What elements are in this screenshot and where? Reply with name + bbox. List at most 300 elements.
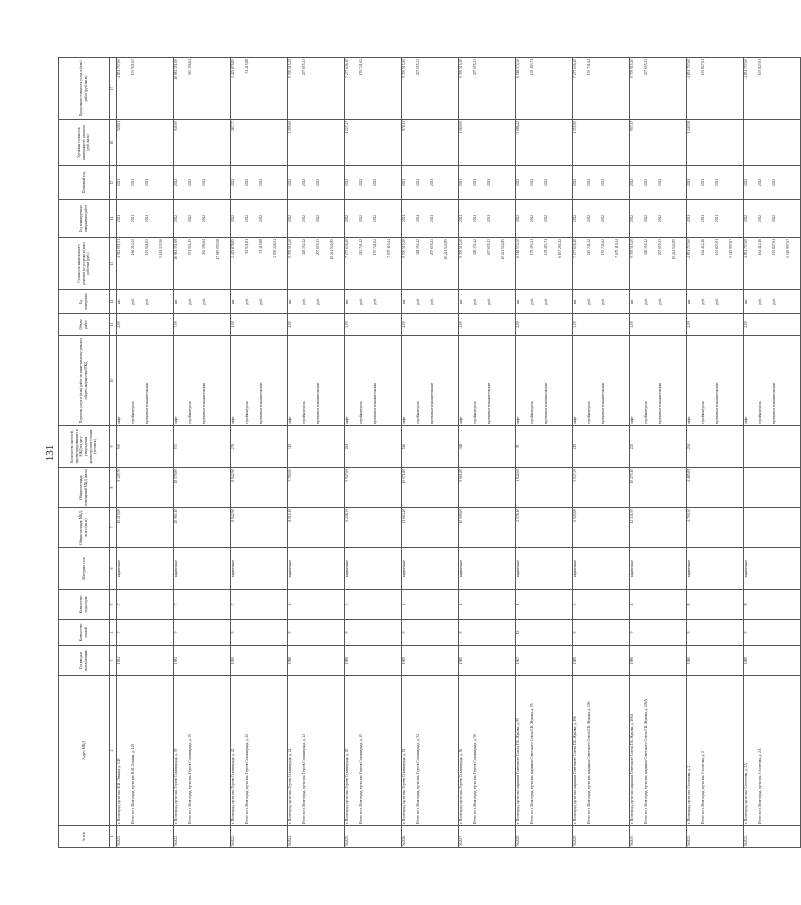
work-volume: 1,00 <box>231 313 288 335</box>
cost-total: 7 679 119,44 <box>387 238 391 258</box>
work-volume: 2,00 <box>687 313 744 335</box>
cost-cell <box>516 237 573 289</box>
work-type: лифт <box>459 415 463 424</box>
unit: руб. <box>587 297 591 305</box>
address-text: г. Волгоград, пр-кт им. Героев Сталинграда, д. 56 <box>459 748 463 824</box>
work-type: проектные изыскательские <box>202 382 206 424</box>
floors: 9 <box>687 619 744 645</box>
column-number: 1 <box>110 825 117 847</box>
unit-cost: 1 060,00 <box>459 119 516 165</box>
address-cell <box>630 675 687 825</box>
limit-cost: 207 655,23 <box>302 58 306 75</box>
row-number: 56.832. <box>744 825 801 847</box>
residents: 546 <box>402 425 459 467</box>
address-cell <box>687 675 744 825</box>
year-built: 1967 <box>516 645 573 675</box>
year-complete-cell <box>459 199 516 237</box>
row-number: 56.823. <box>231 825 288 847</box>
row-number: 56.830. <box>630 825 687 847</box>
address-cell <box>516 675 573 825</box>
address-total: Итого по г. Волгоград, пр-кт им. Героев Сталинграда, д. 52 <box>416 733 420 824</box>
work-type: проектные изыскательские <box>772 382 776 424</box>
entrances: 1 <box>516 589 573 619</box>
column-number: 15 <box>110 165 117 199</box>
unit: руб. <box>131 297 135 305</box>
cost: 179 193,21 <box>530 238 534 255</box>
year-complete: 2021 <box>715 214 719 222</box>
limit-cost: 103 827,61 <box>701 58 705 75</box>
table-row <box>288 57 345 847</box>
year-built: 1964 <box>117 645 174 675</box>
unit-cost: 1 295,60 <box>288 119 345 165</box>
plan-year: 2022 <box>359 178 363 186</box>
cost: 4 912 001,51 <box>117 238 121 258</box>
cost: 207 655,23 <box>658 238 662 255</box>
cost-total: 2 559 226,54 <box>273 238 277 258</box>
year-built: 1986 <box>630 645 687 675</box>
year-complete-cell <box>744 199 801 237</box>
column-header: Удельная стоимость капитального ремонта (руб./кв.м) <box>59 119 110 165</box>
work-type: стройконтроль <box>245 400 249 424</box>
year-complete: 2022 <box>231 214 235 222</box>
row-number: 56.829. <box>573 825 630 847</box>
plan-year: 2021 <box>487 178 491 186</box>
area-rooms: 9 661,80 <box>459 467 516 507</box>
work-type: проектные изыскательские <box>601 382 605 424</box>
unit-cell <box>345 289 402 313</box>
residents: 368 <box>459 425 516 467</box>
plan-year: 2022 <box>587 178 591 186</box>
address-total: Итого по г. Волгоград, пр-кт им. Героев Сталинграда, д. 44 <box>302 733 306 824</box>
plan-year: 2022 <box>202 178 206 186</box>
year-built: 1988 <box>288 645 345 675</box>
address-total: Итого по г. Волгоград, пр-кт им. маршала Советского Союза Г.К. Жукова, д. 106 <box>587 701 591 824</box>
work-type: лифт <box>744 415 748 424</box>
cost-cell <box>345 237 402 289</box>
cost-cell <box>402 237 459 289</box>
cost: 4 851 757,60 <box>744 238 748 258</box>
cost-total: 10 241 522,85 <box>672 238 676 260</box>
unit-cell <box>573 289 630 313</box>
plan-year-cell <box>174 165 231 199</box>
unit-cost: 997,17 <box>630 119 687 165</box>
limit-cost: 7 277 636,40 <box>345 58 349 78</box>
entrances: 4 <box>402 589 459 619</box>
unit-cost: 1 140,58 <box>687 119 744 165</box>
area-rooms: 4 485,89 <box>687 467 744 507</box>
column-number: 9 <box>110 425 117 467</box>
year-complete: 2021 <box>145 214 149 222</box>
unit-cell <box>174 289 231 313</box>
work-type-cell <box>117 335 174 425</box>
unit-cell <box>516 289 573 313</box>
unit: руб. <box>658 297 662 305</box>
unit-cell <box>687 289 744 313</box>
plan-year: 2022 <box>530 178 534 186</box>
cost: 245 741,42 <box>587 238 591 255</box>
column-number: 3 <box>110 645 117 675</box>
unit-cell <box>117 289 174 313</box>
cost: 9 705 515,20 <box>459 238 463 258</box>
unit: руб. <box>316 297 320 305</box>
year-complete: 2022 <box>644 214 648 222</box>
limit-cost: 6 518 574,30 <box>516 58 520 78</box>
unit: руб. <box>202 297 206 305</box>
plan-year-cell <box>630 165 687 199</box>
unit: шт. <box>459 298 463 304</box>
cost: 2 425 878,85 <box>231 238 235 258</box>
cost-total: 7 679 119,44 <box>615 238 619 258</box>
unit-cost: 945,00 <box>174 119 231 165</box>
cost: 103 827,61 <box>772 238 776 255</box>
unit: шт. <box>288 298 292 304</box>
limit-cost: 155 741,62 <box>587 58 591 75</box>
work-volume: 3,00 <box>345 313 402 335</box>
address-total: Итого по г. Волгоград, пр-кт им. Столетова, д. 2А <box>758 747 762 824</box>
plan-year-cell <box>288 165 345 199</box>
area-rooms: 10 270,10 <box>630 467 687 507</box>
unit: руб. <box>473 297 477 305</box>
plan-year: 2022 <box>573 178 577 186</box>
area-rooms: 5 537,30 <box>573 467 630 507</box>
cost: 207 655,23 <box>316 238 320 255</box>
plan-year: 2022 <box>373 178 377 186</box>
cost: 245 741,42 <box>359 238 363 255</box>
work-volume: 2,00 <box>744 313 801 335</box>
cost: 4 851 757,60 <box>687 238 691 258</box>
address-cell <box>288 675 345 825</box>
area-rooms: 10 071,80 <box>402 467 459 507</box>
year-complete-cell <box>117 199 174 237</box>
unit-cell <box>288 289 345 313</box>
address-cell <box>744 675 801 825</box>
work-type-cell <box>630 335 687 425</box>
unit: шт. <box>630 298 634 304</box>
year-complete: 2022 <box>658 214 662 222</box>
column-number: 4 <box>110 619 117 645</box>
residents: 310 <box>288 425 345 467</box>
address-text: г. Волгоград, пр-кт им. маршала Советского Союза Г.К. Жукова, д. 106 <box>573 715 577 824</box>
work-type: стройконтроль <box>473 400 477 424</box>
cost: 363 396,64 <box>202 238 206 255</box>
unit: шт. <box>687 298 691 304</box>
address-total: Итого по г. Волгоград, пр-кт им. Героев Сталинграда, д. 56 <box>473 733 477 824</box>
table-row <box>687 57 744 847</box>
area-rooms: 18 579,80 <box>174 467 231 507</box>
work-volume: 4,00 <box>459 313 516 335</box>
floors: 9 <box>174 619 231 645</box>
cost: 16 981 151,69 <box>174 238 178 260</box>
cost-cell <box>573 237 630 289</box>
column-header: Год планируемого завершения работ <box>59 199 110 237</box>
address-total: Итого по г. Волгоград, пр-кт им. Героев Сталинграда, д. 42 <box>245 733 249 824</box>
plan-year: 2022 <box>245 178 249 186</box>
work-type-cell <box>231 335 288 425</box>
floors: 9 <box>345 619 402 645</box>
limit-cost: 207 655,23 <box>473 58 477 75</box>
floors: 9 <box>288 619 345 645</box>
year-built: 1985 <box>459 645 516 675</box>
address-total: Итого по г. Волгоград, пр-кт им. маршала Советского Союза Г.К. Жукова, д. 106А <box>644 698 648 824</box>
year-complete-cell <box>402 199 459 237</box>
work-type: лифт <box>687 415 691 424</box>
cost-total: 5 182 135,56 <box>159 238 163 258</box>
limit-cost: 4 851 757,60 <box>744 58 748 78</box>
capital-repair-table <box>58 57 801 848</box>
year-built: 1985 <box>573 645 630 675</box>
work-type: лифт <box>174 415 178 424</box>
work-type: лифт <box>117 415 121 424</box>
limit-cost: 9 705 515,20 <box>630 58 634 78</box>
wall-material: кирпичные <box>288 547 345 589</box>
limit-cost-cell <box>174 57 231 119</box>
plan-year: 2022 <box>630 178 634 186</box>
year-complete-cell <box>288 199 345 237</box>
table-row <box>630 57 687 847</box>
table-row <box>402 57 459 847</box>
unit-cost: 1 227,47 <box>345 119 402 165</box>
year-built: 1985 <box>402 645 459 675</box>
plan-year: 2022 <box>544 178 548 186</box>
row-number: 56.822. <box>174 825 231 847</box>
work-type: стройконтроль <box>530 400 534 424</box>
column-header: Стоимость капитального ремонта по услугам и (или) работам (руб.) <box>59 237 110 289</box>
area-total: 4 700,30 <box>687 507 744 547</box>
limit-cost: 207 655,23 <box>416 58 420 75</box>
address-cell <box>573 675 630 825</box>
year-built: 1990 <box>231 645 288 675</box>
year-complete: 2021 <box>473 214 477 222</box>
column-number: 16 <box>110 119 117 165</box>
unit: руб. <box>644 297 648 305</box>
floors: 9 <box>402 619 459 645</box>
plan-year: 2022 <box>744 178 748 186</box>
floors: 9 <box>459 619 516 645</box>
work-type: проектные изыскательские <box>316 382 320 424</box>
work-volume: 4,00 <box>402 313 459 335</box>
unit: руб. <box>715 297 719 305</box>
wall-material: кирпичные <box>459 547 516 589</box>
table-row <box>231 57 288 847</box>
column-number: 7 <box>110 507 117 547</box>
cost: 164 412,46 <box>701 238 705 255</box>
cost: 7 277 636,40 <box>345 238 349 258</box>
unit-cell <box>402 289 459 313</box>
area-rooms: 7 780,00 <box>288 467 345 507</box>
limit-cost-cell <box>744 57 801 119</box>
unit-cell <box>459 289 516 313</box>
unit: шт. <box>345 298 349 304</box>
limit-cost: 9 705 515,20 <box>459 58 463 78</box>
cost-total: 10 241 522,85 <box>330 238 334 260</box>
page-number: 131 <box>44 444 56 461</box>
limit-cost: 155 741,62 <box>359 58 363 75</box>
year-complete: 2022 <box>188 214 192 222</box>
plan-year-cell <box>459 165 516 199</box>
column-number-row <box>110 57 117 847</box>
cost-total: 6 837 261,22 <box>558 238 562 258</box>
year-built: 1980 <box>744 645 801 675</box>
address-total: Итого по г. Волгоград, пр-кт им. маршала Советского Союза Г.К. Жукова, д. 95 <box>530 702 534 824</box>
cost: 207 655,23 <box>487 238 491 255</box>
unit: руб. <box>544 297 548 305</box>
year-complete-cell <box>345 199 402 237</box>
year-complete: 2022 <box>202 214 206 222</box>
plan-year: 2022 <box>516 178 520 186</box>
area-rooms <box>744 467 801 507</box>
column-header: Адрес МКД <box>59 675 110 825</box>
wall-material: кирпичные <box>231 547 288 589</box>
year-complete: 2022 <box>516 214 520 222</box>
row-number: 56.827. <box>459 825 516 847</box>
limit-cost-cell <box>687 57 744 119</box>
area-total: 6 520,60 <box>573 507 630 547</box>
plan-year-cell <box>231 165 288 199</box>
unit: руб. <box>373 297 377 305</box>
unit: шт. <box>744 298 748 304</box>
plan-year: 2022 <box>345 178 349 186</box>
year-complete: 2022 <box>587 214 591 222</box>
entrances: 8 <box>687 589 744 619</box>
row-number: 56.821. <box>117 825 174 847</box>
cost-cell <box>459 237 516 289</box>
floors: 9 <box>744 619 801 645</box>
limit-cost-cell <box>459 57 516 119</box>
unit: руб. <box>359 297 363 305</box>
limit-cost-cell <box>288 57 345 119</box>
unit: руб. <box>259 297 263 305</box>
area-total: 8 010,10 <box>288 507 345 547</box>
work-volume: 3,00 <box>573 313 630 335</box>
address-cell <box>459 675 516 825</box>
column-number: 11 <box>110 313 117 335</box>
wall-material: кирпичные <box>573 547 630 589</box>
residents: 225 <box>630 425 687 467</box>
year-complete: 2022 <box>259 214 263 222</box>
cost-cell <box>117 237 174 289</box>
plan-year: 2022 <box>288 178 292 186</box>
work-type: проектные изыскательские <box>373 382 377 424</box>
table-row <box>174 57 231 847</box>
floors: 9 <box>231 619 288 645</box>
limit-cost: 207 655,23 <box>644 58 648 75</box>
year-complete: 2022 <box>359 214 363 222</box>
work-type: лифт <box>288 415 292 424</box>
area-total <box>744 507 801 547</box>
table-row <box>345 57 402 847</box>
area-rooms: 5 947,60 <box>345 467 402 507</box>
work-type: стройконтроль <box>758 400 762 424</box>
year-complete: 2021 <box>459 214 463 222</box>
cost: 328 352,42 <box>416 238 420 255</box>
unit: руб. <box>530 297 534 305</box>
cost-total: 10 241 522,85 <box>501 238 505 260</box>
unit-cost: 287,77 <box>231 119 288 165</box>
rotated-content <box>40 38 790 868</box>
year-built: 1980 <box>687 645 744 675</box>
cost: 164 412,46 <box>758 238 762 255</box>
residents: 530 <box>117 425 174 467</box>
unit-cost: 3 686,42 <box>516 119 573 165</box>
year-complete: 2022 <box>573 214 577 222</box>
row-number: 56.824. <box>288 825 345 847</box>
work-type-cell <box>687 335 744 425</box>
plan-year-cell <box>744 165 801 199</box>
plan-year: 2022 <box>601 178 605 186</box>
plan-year: 2022 <box>644 178 648 186</box>
year-complete: 2022 <box>772 214 776 222</box>
column-number: 8 <box>110 467 117 507</box>
column-number: 17 <box>110 57 117 119</box>
work-type: стройконтроль <box>188 400 192 424</box>
floors: 9 <box>630 619 687 645</box>
plan-year: 2021 <box>131 178 135 186</box>
residents: 261 <box>345 425 402 467</box>
area-total: 10 509,60 <box>459 507 516 547</box>
year-complete: 2022 <box>544 214 548 222</box>
work-type: проектные изыскательские <box>658 382 662 424</box>
cost-total: 5 119 997,67 <box>729 238 733 258</box>
limit-cost-cell <box>345 57 402 119</box>
year-complete: 2022 <box>174 214 178 222</box>
plan-year: 2022 <box>772 178 776 186</box>
work-type-cell <box>744 335 801 425</box>
work-type: лифт <box>573 415 577 424</box>
row-number: 56.831. <box>687 825 744 847</box>
column-number: 5 <box>110 589 117 619</box>
entrances: 4 <box>630 589 687 619</box>
work-type-cell <box>174 335 231 425</box>
year-complete: 2022 <box>601 214 605 222</box>
cost: 574 511,25 <box>188 238 192 255</box>
area-total: 8 942,90 <box>231 507 288 547</box>
table-row <box>117 57 174 847</box>
column-header: Количество подъездов <box>59 589 110 619</box>
entrances: 3 <box>573 589 630 619</box>
address-text: г. Волгоград, пр-кт им. маршала Советского Союза Г.К. Жукова, д. 106А <box>630 713 634 824</box>
cost: 155 741,62 <box>601 238 605 255</box>
unit-cell <box>630 289 687 313</box>
year-complete: 2021 <box>402 214 406 222</box>
cost: 207 655,23 <box>430 238 434 255</box>
residents: 276 <box>231 425 288 467</box>
unit-cost: 1 155,90 <box>573 119 630 165</box>
plan-year: 2022 <box>658 178 662 186</box>
wall-material: кирпичные <box>117 547 174 589</box>
cost: 155 741,62 <box>373 238 377 255</box>
residents: 573 <box>174 425 231 467</box>
plan-year: 2022 <box>302 178 306 186</box>
cost: 103 921,63 <box>145 238 149 255</box>
wall-material: кирпичные <box>402 547 459 589</box>
cost: 7 277 636,40 <box>573 238 577 258</box>
column-number: 2 <box>110 675 117 825</box>
entrances: 7 <box>117 589 174 619</box>
column-header: Материал стен <box>59 547 110 589</box>
cost: 9 705 515,20 <box>630 238 634 258</box>
unit: руб. <box>487 297 491 305</box>
plan-year: 2021 <box>145 178 149 186</box>
column-number: 13 <box>110 237 117 289</box>
cost-total: 10 241 522,85 <box>444 238 448 260</box>
work-type: стройконтроль <box>131 400 135 424</box>
plan-year: 2021 <box>473 178 477 186</box>
work-type: проектные изыскательские <box>145 382 149 424</box>
plan-year: 2022 <box>174 178 178 186</box>
column-number: 14 <box>110 199 117 237</box>
plan-year: 2021 <box>117 178 121 186</box>
cost-total: 17 919 059,58 <box>216 238 220 260</box>
